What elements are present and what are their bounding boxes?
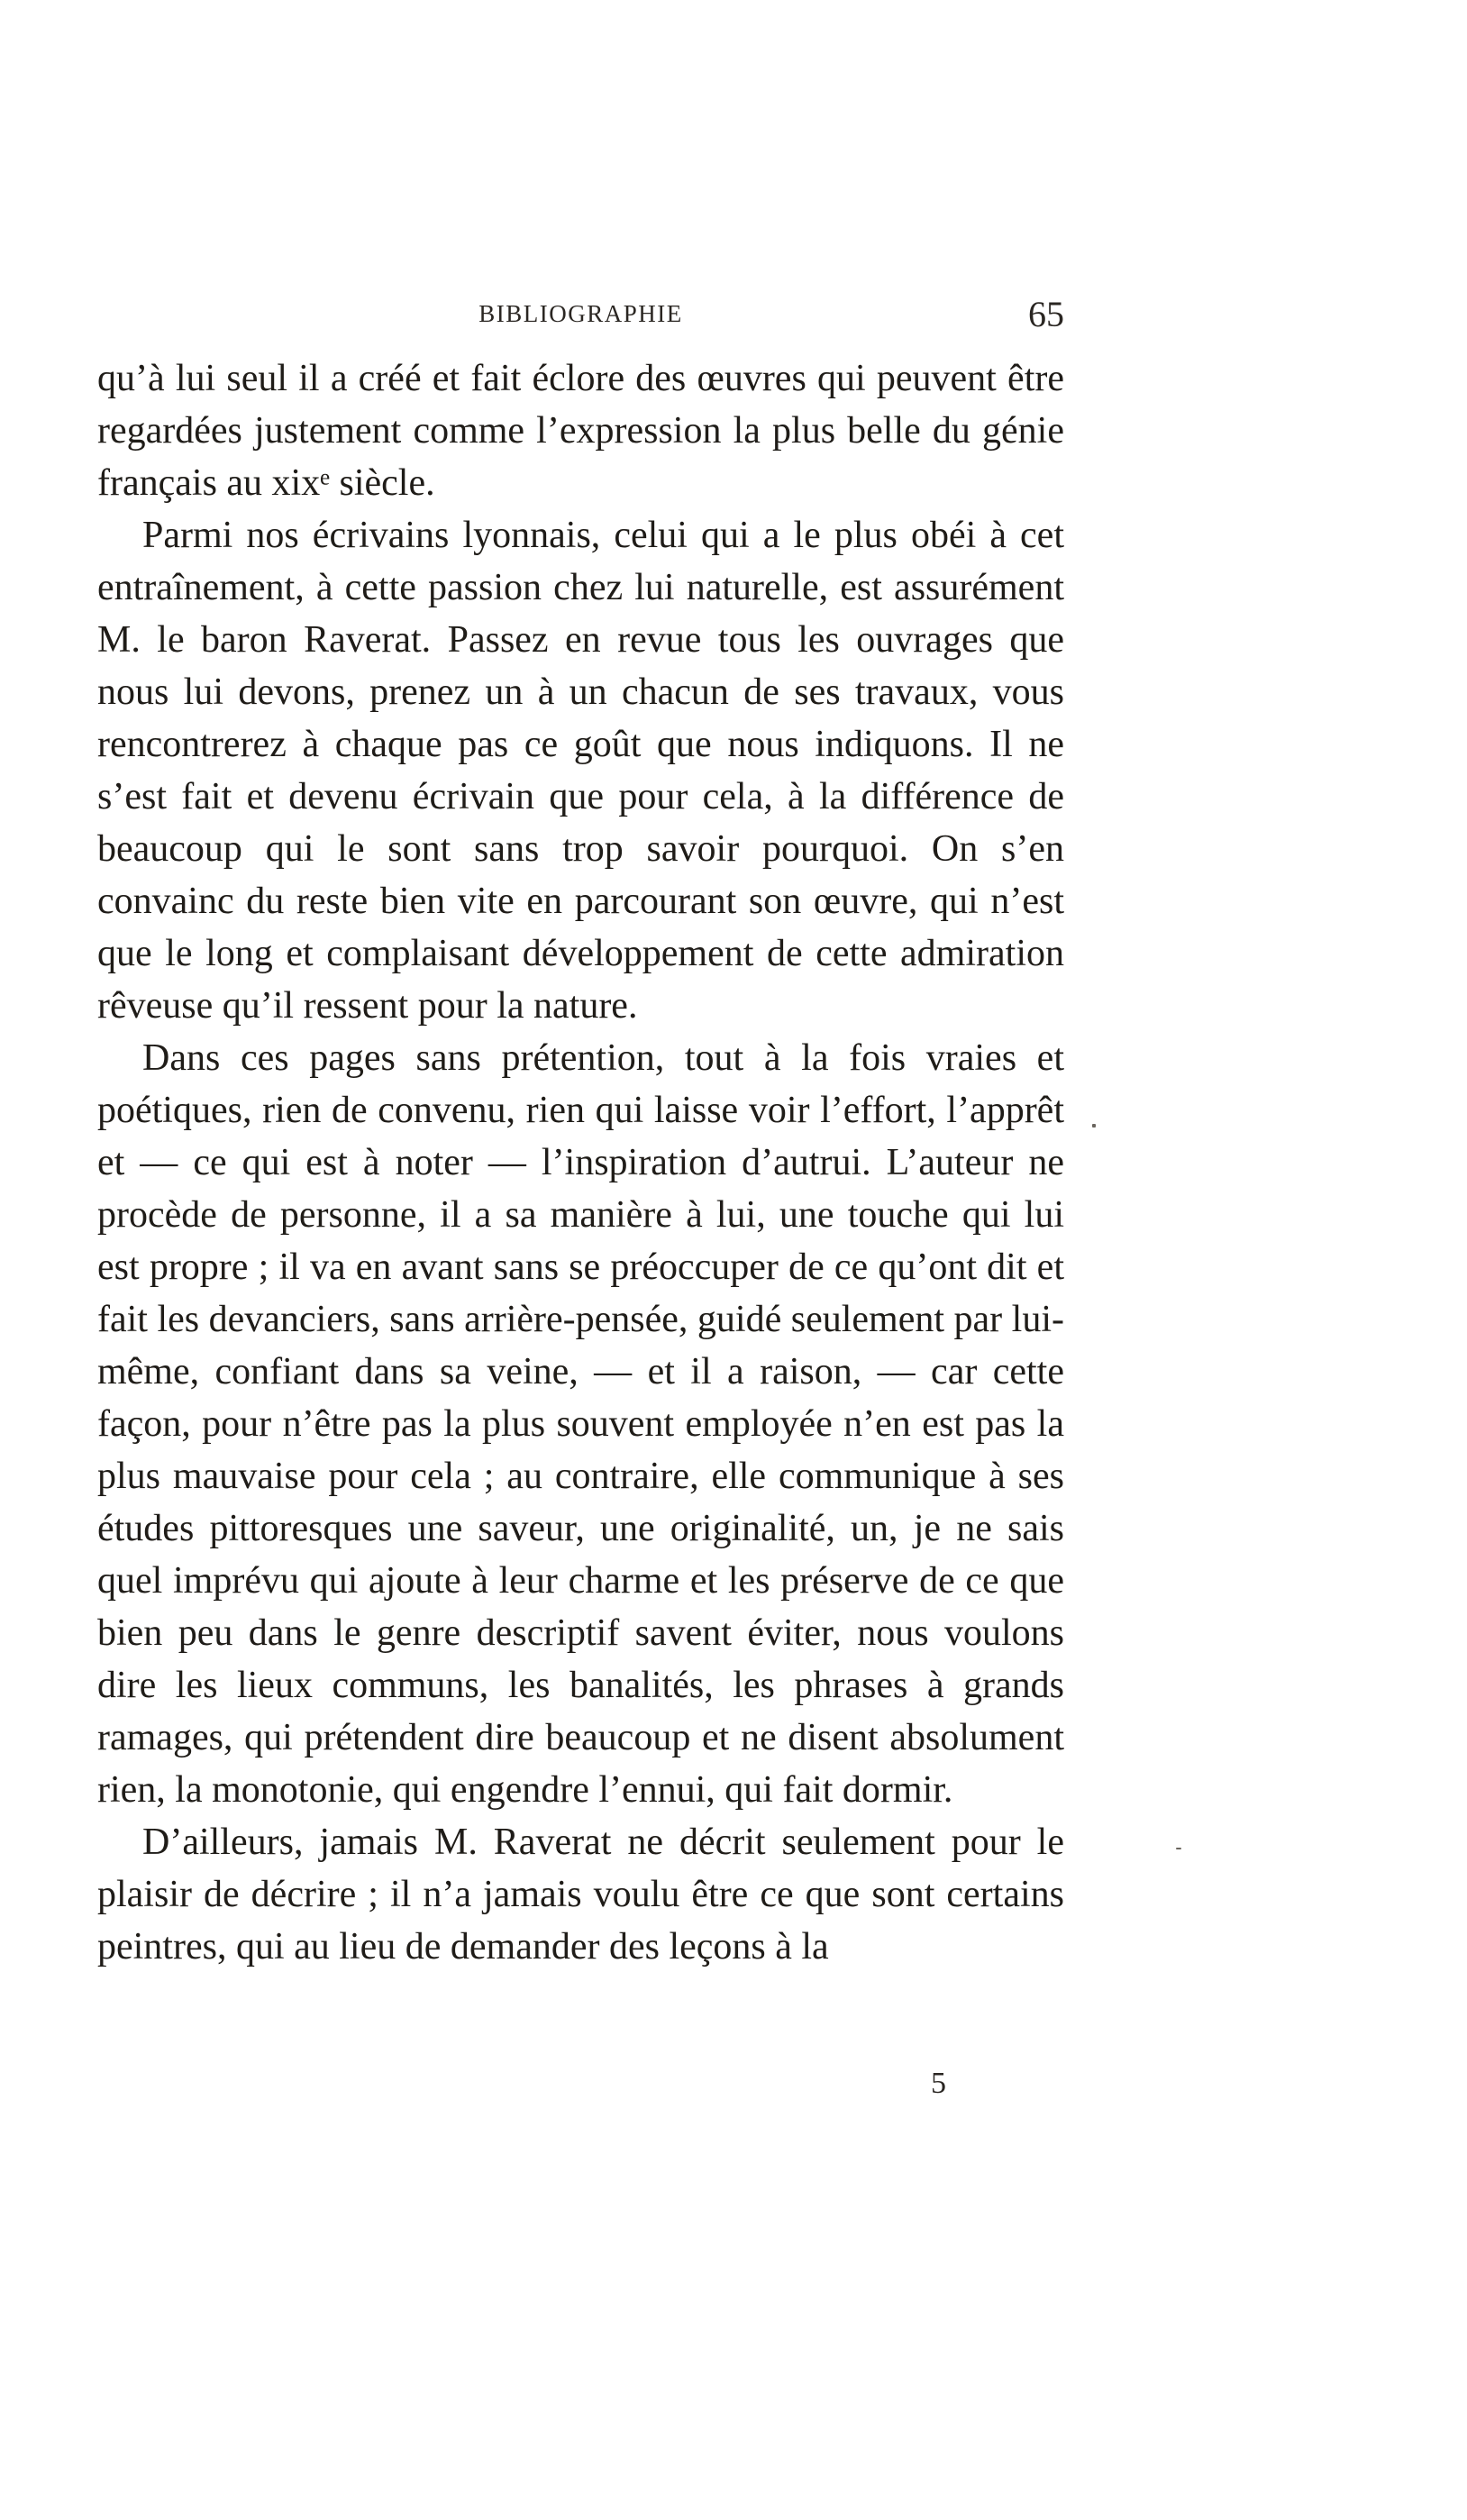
running-head (97, 293, 1064, 338)
paragraph-continuation: qu’à lui seul il a créé et fait éclore des œuvres qui peuvent être regardées justement comme l’expression la plus belle du génie français au xixᵉ siècle. (97, 358, 1064, 504)
paragraph: D’ailleurs, jamais M. Raverat ne décrit seulement pour le plaisir de décrire ; il n’a jamais voulu être ce que sont certains peintres, qui au lieu de demander des leçons à la (97, 1822, 1064, 1968)
paragraph: Parmi nos écrivains lyonnais, celui qui a le plus obéi à cet entraînement, à cette passion chez lui naturelle, est assurément M. le baron Raverat. Passez en revue tous les ouvrages que nous lui devons, prenez un à un chacun de ses travaux, vous rencontrerez à chaque pas ce goût que nous indiquons. Il ne s’est fait et devenu écrivain que pour cela, à la différence de beaucoup qui le sont sans trop savoir pourquoi. On s’en convainc du reste bien vite en parcourant son œuvre, qui n’est que le long et complaisant développement de cette admiration rêveuse qu’il ressent pour la nature. (97, 515, 1064, 1027)
running-title: BIBLIOGRAPHIE (478, 300, 683, 327)
page-number: 65 (1028, 294, 1064, 334)
paper-speck (1092, 1124, 1096, 1128)
body-text (97, 352, 1064, 1973)
paragraph: Dans ces pages sans prétention, tout à la fois vraies et poétiques, rien de convenu, rien qui laisse voir l’effort, l’apprêt et — ce qui est à noter — l’inspiration d’autrui. L’auteur ne procède de personne, il a sa manière à lui, une touche qui lui est propre ; il va en avant sans se préoccuper de ce qu’ont dit et fait les devanciers, sans arrière-pensée, guidé seulement par lui-même, confiant dans sa veine, — et il a raison, — car cette façon, pour n’être pas la plus souvent employée n’en est pas la plus mauvaise pour cela ; au contraire, elle communique à ses études pittoresques une saveur, une originalité, un, je ne sais quel imprévu qui ajoute à leur charme et les préserve de ce que bien peu dans le genre descriptif savent éviter, nous voulons dire les lieux communs, les banalités, les phrases à grands ramages, qui prétendent dire beaucoup et ne disent absolument rien, la monotonie, qui engendre l’ennui, qui fait dormir. (97, 1037, 1064, 1811)
paper-speck (1176, 1848, 1181, 1849)
signature-mark: 5 (931, 2067, 946, 2100)
